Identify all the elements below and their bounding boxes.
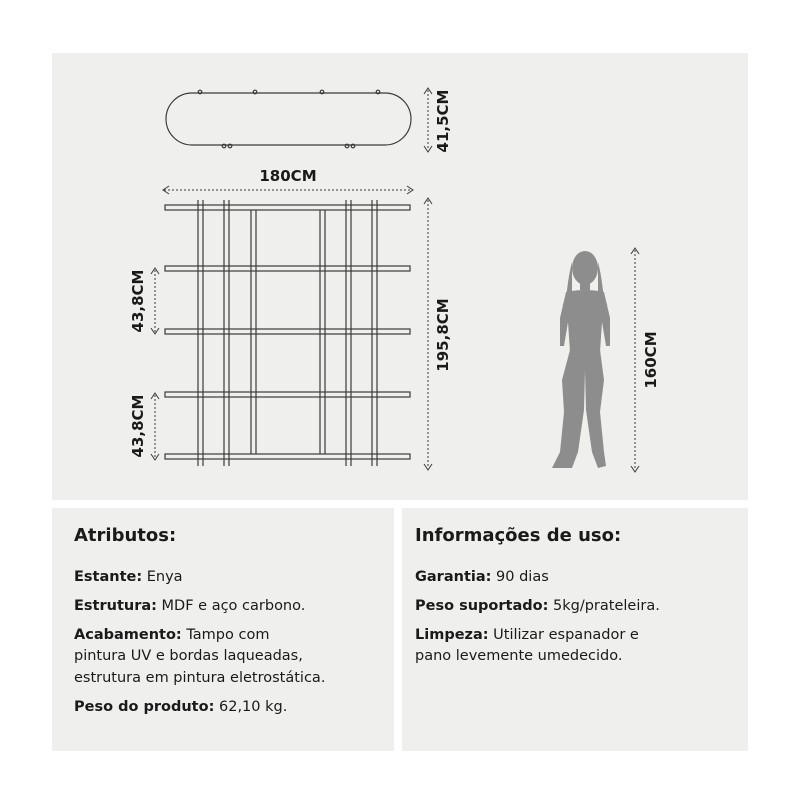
usage-row [415,567,549,588]
usage-label: Limpeza: [415,627,489,643]
attribute-label: Estrutura: [74,598,157,614]
attribute-value: Tampo com [186,627,270,643]
width-label: 180CM [259,167,317,185]
attribute-value: 62,10 kg. [219,699,288,715]
height-label: 195,8CM [434,298,452,372]
usage-row [415,596,660,617]
attribute-value: Enya [146,569,183,585]
depth-label: 41,5CM [434,89,452,153]
usage-value: Utilizar espanador e [493,627,639,643]
attribute-continuation: estrutura em pintura eletrostática. [74,670,326,686]
top-view-outline [166,90,411,148]
shelf-front-view [165,200,410,466]
attribute-row [74,567,183,588]
shelf-gap-lower-label: 43,8CM [129,394,147,458]
usage-heading: Informações de uso: [415,525,622,546]
usage-row [415,625,639,646]
usage-label: Garantia: [415,569,492,585]
usage-label: Peso suportado: [415,598,549,614]
attribute-row [74,596,305,617]
attribute-row [74,625,269,646]
usage-continuation: pano levemente umedecido. [415,648,623,664]
usage-value: 90 dias [496,569,549,585]
attribute-label: Estante: [74,569,143,585]
attributes-heading: Atributos: [74,525,177,546]
person-height-label: 160CM [642,331,660,389]
attribute-label: Peso do produto: [74,699,215,715]
attribute-value: MDF e aço carbono. [161,598,306,614]
attribute-label: Acabamento: [74,627,182,643]
attribute-continuation: pintura UV e bordas laqueadas, [74,648,303,664]
attribute-row [74,697,287,718]
shelf-gap-upper-label: 43,8CM [129,269,147,333]
usage-value: 5kg/prateleira. [553,598,660,614]
person-silhouette [552,251,610,468]
